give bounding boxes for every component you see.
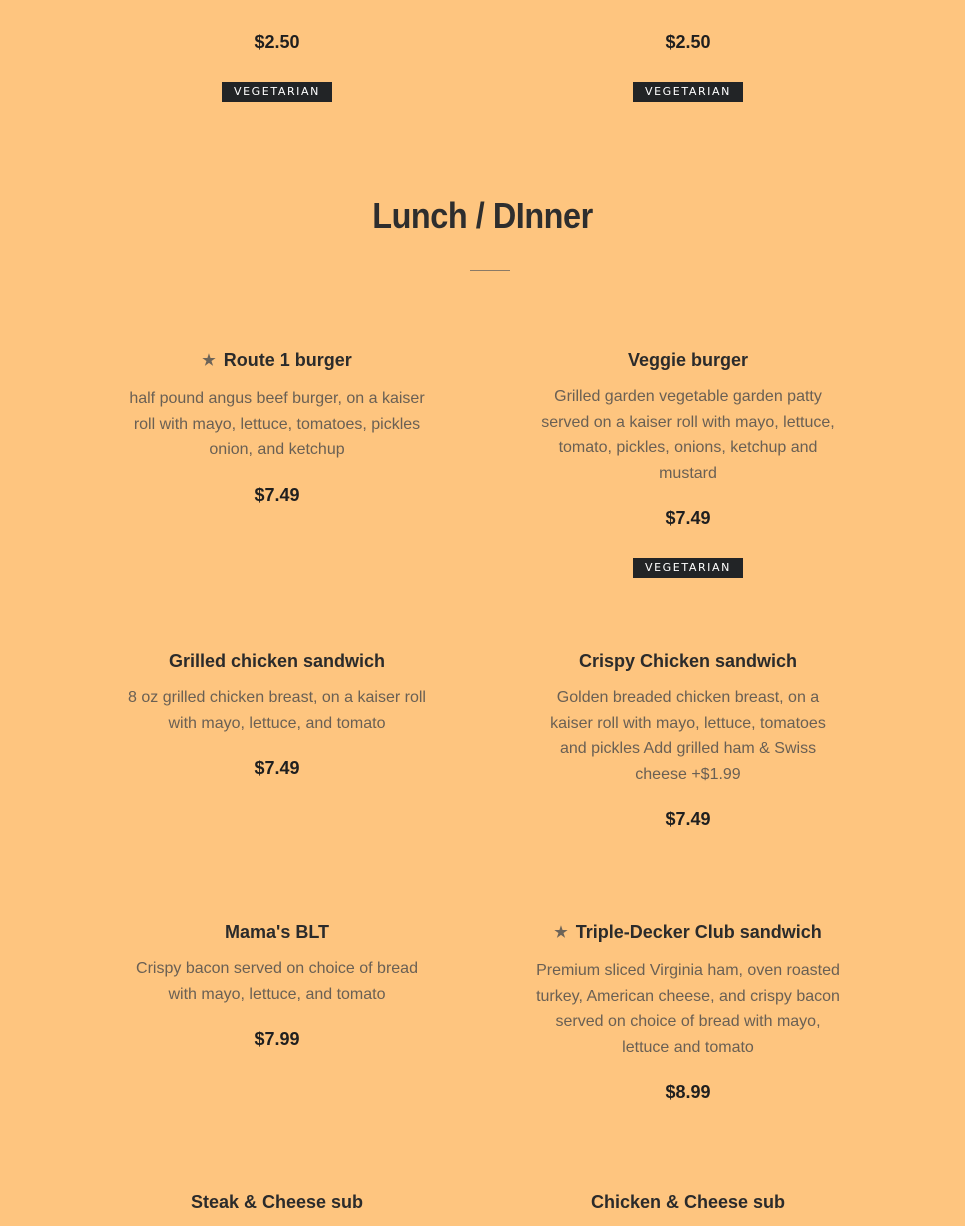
item-title xyxy=(117,348,437,374)
item-price: $2.50 xyxy=(254,32,300,52)
section-divider xyxy=(470,270,510,271)
item-title: Steak & Cheese sub xyxy=(190,1192,364,1212)
menu-item xyxy=(117,920,437,1050)
menu-item xyxy=(117,649,437,779)
menu-item xyxy=(528,649,848,830)
menu-item xyxy=(117,348,437,506)
item-price: $7.49 xyxy=(665,809,711,830)
menu-item xyxy=(528,348,848,578)
item-description: Golden breaded chicken breast, on a kaiser roll with mayo, lettuce, tomatoes and pickles Add grilled ham & Swiss cheese +$1.99 xyxy=(550,689,826,783)
item-description: Premium sliced Virginia ham, oven roasted turkey, American cheese, and crispy bacon served on choice of bread with mayo, lettuce and tomato xyxy=(536,962,840,1056)
item-description: 8 oz grilled chicken breast, on a kaiser roll with mayo, lettuce, and tomato xyxy=(128,689,426,732)
menu-item xyxy=(117,1190,437,1214)
vegetarian-badge: VEGETARIAN xyxy=(633,82,743,102)
item-price: $7.49 xyxy=(665,508,711,529)
item-title-text: Triple-Decker Club sandwich xyxy=(575,922,822,942)
item-price: $7.49 xyxy=(254,484,300,505)
item-title: Mama's BLT xyxy=(225,922,329,942)
item-description: half pound angus beef burger, on a kaiser roll with mayo, lettuce, tomatoes, pickles onion, and ketchup xyxy=(129,390,425,459)
item-title-text: Route 1 burger xyxy=(223,350,352,370)
item-title xyxy=(528,920,848,946)
menu-item-top-right xyxy=(528,31,848,102)
item-title: Chicken & Cheese sub xyxy=(590,1192,786,1212)
menu-item xyxy=(528,920,848,1103)
item-price: $2.50 xyxy=(665,32,711,52)
menu-item xyxy=(528,1190,848,1214)
item-price: $8.99 xyxy=(665,1082,711,1103)
menu-item-top-left xyxy=(117,31,437,102)
item-description: Grilled garden vegetable garden patty served on a kaiser roll with mayo, lettuce, tomato, pickles, onions, ketchup and mustard xyxy=(541,388,835,482)
item-title: Veggie burger xyxy=(627,350,749,370)
section-title: Lunch / DInner xyxy=(372,195,593,236)
star-icon: ★ xyxy=(202,352,216,369)
item-price: $7.49 xyxy=(254,758,300,779)
item-title: Crispy Chicken sandwich xyxy=(578,651,798,671)
vegetarian-badge: VEGETARIAN xyxy=(633,558,743,578)
item-description: Crispy bacon served on choice of bread with mayo, lettuce, and tomato xyxy=(136,960,418,1003)
vegetarian-badge: VEGETARIAN xyxy=(222,82,332,102)
item-title: Grilled chicken sandwich xyxy=(168,651,386,671)
star-icon: ★ xyxy=(554,924,568,941)
item-price: $7.99 xyxy=(254,1029,300,1050)
